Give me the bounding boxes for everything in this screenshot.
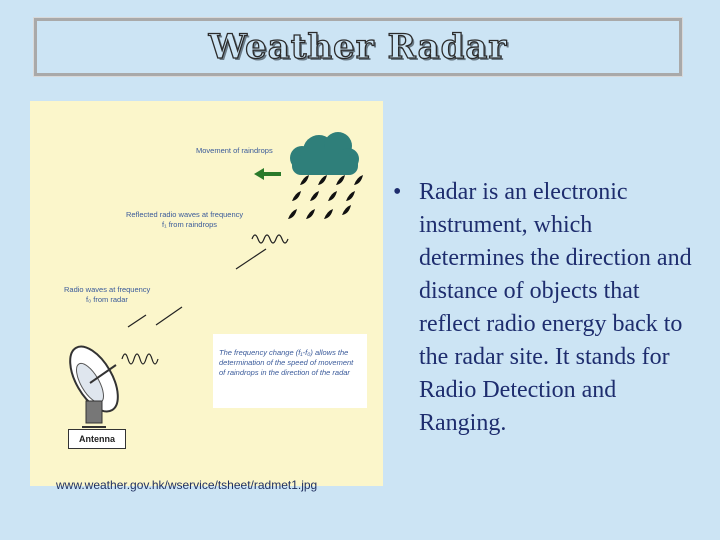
bullet-item (393, 176, 703, 440)
radio-label-line-2: f₀ from radar (86, 295, 128, 304)
slide-title: Weather Radar (208, 27, 508, 67)
info-line: of raindrops in the direction of the radar (219, 368, 350, 377)
frequency-change-note (213, 334, 367, 408)
antenna-label: Antenna (68, 429, 126, 449)
wave-icon (236, 235, 288, 269)
wave-icon (122, 307, 182, 364)
cloud-icon (290, 132, 359, 175)
radar-diagram-figure (30, 101, 383, 486)
raindrop-icon (288, 175, 363, 219)
reflected-label-line-2: f₁ from raindrops (162, 220, 218, 229)
radar-dish-icon (60, 339, 127, 427)
radio-label-line-1: Radio waves at frequency (64, 285, 151, 294)
bullet-text: Radar is an electronic instrument, which determines the direction and distance of objects that reflect radio energy back to the radar site. It stands for Radio Detection and Ranging. (419, 179, 692, 436)
info-line: The frequency change (f₁-f₀) allows the (219, 348, 349, 357)
image-source-caption: www.weather.gov.hk/wservice/tsheet/radmet1.jpg (56, 478, 318, 492)
reflected-label-line-1: Reflected radio waves at frequency (126, 210, 244, 219)
movement-label: Movement of raindrops (196, 146, 273, 155)
arrow-left-icon (254, 168, 281, 180)
title-box (34, 18, 682, 76)
bullet-marker: • (393, 179, 402, 205)
info-line: determination of the speed of movement (219, 358, 354, 367)
